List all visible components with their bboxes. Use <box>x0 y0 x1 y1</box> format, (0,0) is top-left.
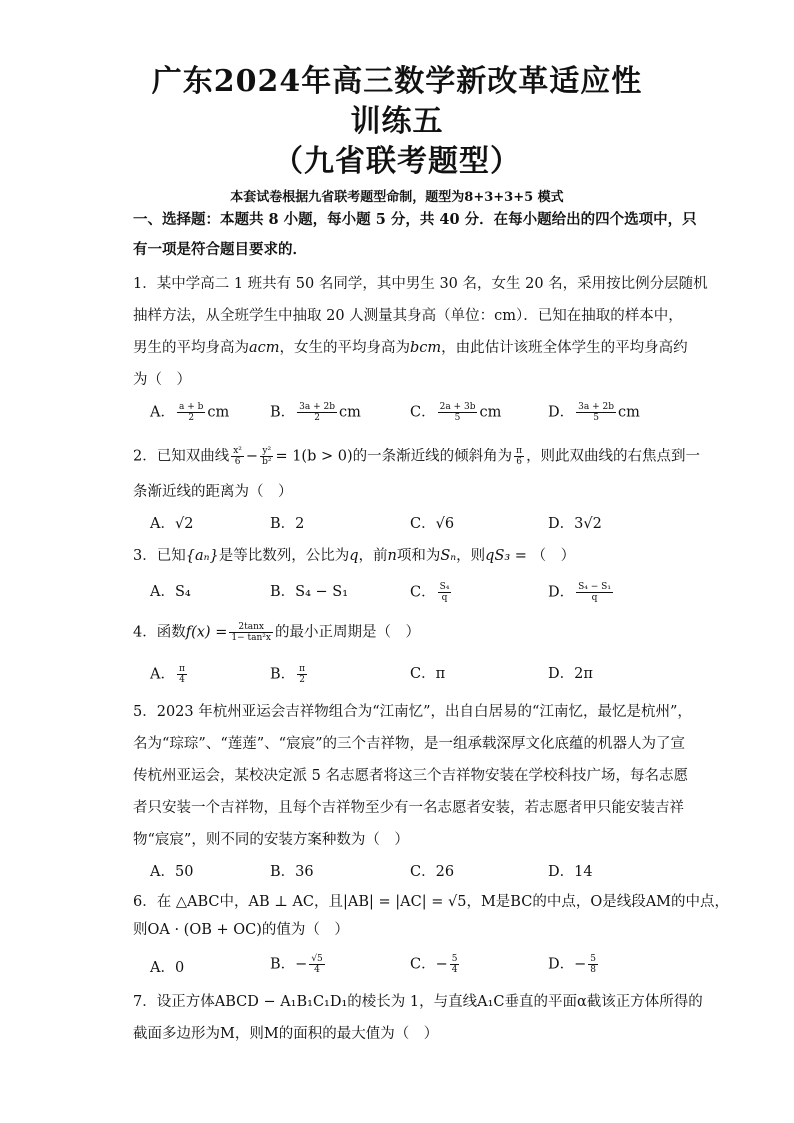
q5-line-1: 5．2023 年杭州亚运会吉祥物组合为“江南忆”，出自白居易的“江南忆，最忆是杭州”， <box>133 704 692 720</box>
subtitle: 本套试卷根据九省联考题型命制，题型为8+3+3+5 模式 <box>230 190 564 205</box>
q3-expr: qS₃ <box>485 548 511 564</box>
fraction <box>177 402 205 423</box>
q6-line-2: 则OA · (OB + OC)的值为（ ） <box>133 922 349 938</box>
numerator: y² <box>260 446 273 457</box>
option-label: D．− <box>548 956 587 973</box>
option-label: A． <box>150 666 175 683</box>
q4-text: 的最小正周期是（ ） <box>274 624 420 641</box>
q3-seq: {aₙ} <box>185 548 219 564</box>
q2-option-c: C．√6 <box>410 516 455 532</box>
option-label: C．− <box>410 956 448 973</box>
q1-option-b <box>270 402 361 423</box>
q4-func: f(x) = <box>185 624 228 641</box>
q2-line-2: 条渐近线的距离为（ ） <box>133 484 293 500</box>
q2-line-1: 2．已知双曲线 $\frac{\text{x²}}{6}$ − $\frac{\text{y²}}{\text{b²}}$ = 1(b > 0)的一条渐近线的倾斜角为 $\frac{\pi}{6}$ ，则此双曲线的右焦点到一 <box>133 446 701 467</box>
option-label: D． <box>548 404 575 421</box>
q3-option-d <box>548 582 615 603</box>
q1-option-c <box>410 402 501 423</box>
q3-line-1 <box>133 546 668 566</box>
denominator: 1− tan²x <box>231 633 271 643</box>
q3-text: 是等比数列，公比为 <box>218 548 350 564</box>
denominator: 6 <box>234 457 241 467</box>
title-line-3: （九省联考题型） <box>273 144 521 179</box>
denominator: 5 <box>593 413 599 423</box>
q4-option-c: C．π <box>410 666 446 682</box>
q1-line-2: 抽样方法，从全班学生中抽取 20 人测量其身高（单位：cm）．已知在抽取的样本中， <box>133 308 683 324</box>
option-label: B．− <box>270 956 308 973</box>
q2-text-a: 2．已知双曲线 <box>133 448 230 465</box>
denominator: q <box>441 593 448 603</box>
denominator: 4 <box>179 675 185 685</box>
q4-line-1 <box>133 622 668 643</box>
unit: cm <box>617 404 640 421</box>
q1-line-1: 1．某中学高二 1 班共有 50 名同学，其中男生 30 名，女生 20 名，采用按比例分层随机 <box>133 276 708 292</box>
numerator: 3a + 2b <box>578 402 614 412</box>
q7-line-2: 截面多边形为M，则M的面积的最大值为（ ） <box>133 1026 439 1042</box>
numerator: π <box>178 664 185 674</box>
numerator: π <box>299 664 306 674</box>
fraction <box>297 664 307 685</box>
q1-line-3 <box>133 338 688 358</box>
q4-option-a <box>150 664 189 685</box>
q1-option-d <box>548 402 640 423</box>
fraction <box>576 402 616 423</box>
option-label: C． <box>410 404 436 421</box>
q4-text: 4．函数 <box>133 624 186 641</box>
option-label: A． <box>150 404 175 421</box>
q2-option-d: D．3√2 <box>548 516 602 532</box>
equation-rhs: = 1(b > 0) <box>275 448 353 465</box>
unit: cm <box>207 404 230 421</box>
fraction-y <box>260 446 273 467</box>
q3-text: ，前 <box>358 548 388 564</box>
denominator: 2 <box>299 675 305 685</box>
denominator: 2 <box>188 413 195 423</box>
q6-line-1: 6．在 △ABC中，AB ⊥ AC，且|AB| = |AC| = √5，M是BC的中点，O是线段AM的中点， <box>133 894 730 910</box>
q5-option-b: B．36 <box>270 864 314 880</box>
q3-option-a: A．S₄ <box>150 584 191 600</box>
q5-line-2: 名为“琮琮”、“莲莲”、“宸宸”的三个吉祥物，是一组承载深厚文化底蕴的机器人为了宣 <box>133 736 685 752</box>
q1-text-a: 男生的平均身高为 <box>133 340 249 356</box>
q1-option-a <box>150 402 229 423</box>
denominator: 5 <box>454 413 461 423</box>
q5-line-4: 者只安装一个吉祥物，且每个吉祥物至少有一名志愿者安装，若志愿者甲只能安装吉祥 <box>133 800 684 816</box>
fraction <box>438 582 452 603</box>
numerator: x² <box>233 446 242 456</box>
q5-option-c: C．26 <box>410 864 455 880</box>
numerator: √5 <box>311 954 323 964</box>
fraction-x <box>231 446 244 467</box>
q7-line-1: 7．设正方体ABCD − A₁B₁C₁D₁的棱长为 1，与直线A₁C垂直的平面α截该正方体所得的 <box>133 994 703 1010</box>
q5-option-a: A．50 <box>150 864 194 880</box>
q3-var-n: n <box>387 548 397 564</box>
numerator: 2tanx <box>229 622 273 633</box>
q3-var-sn: Sₙ <box>440 548 457 564</box>
section1-line-1: 一、选择题：本题共 8 小题，每小题 5 分，共 40 分．在每小题给出的四个选项中，只 <box>133 211 697 228</box>
q1-line-4: 为（ ） <box>133 372 191 388</box>
q4-option-b <box>270 664 309 685</box>
fraction-pi <box>514 446 524 467</box>
denominator: 4 <box>314 965 320 975</box>
q5-line-3: 传杭州亚运会，某校决定派 5 名志愿者将这三个吉祥物安装在学校科技广场，每名志愿 <box>133 768 688 784</box>
denominator: q <box>591 593 598 603</box>
denominator: 4 <box>451 965 458 975</box>
fraction <box>438 402 478 423</box>
numerator: S₄ − S₁ <box>578 582 611 592</box>
denominator: 6 <box>516 457 522 467</box>
unit: cm <box>479 404 502 421</box>
unit: cm <box>339 404 361 421</box>
q1-var-b: bcm <box>410 340 442 356</box>
q5-line-5: 物“宸宸”，则不同的安装方案种数为（ ） <box>133 832 409 848</box>
denominator: b² <box>262 457 272 467</box>
q3-text: ，则 <box>456 548 486 564</box>
title-line-2: 训练五 <box>350 104 444 139</box>
q3-text: 项和为 <box>396 548 441 564</box>
section1-line-2: 有一项是符合题目要求的． <box>133 241 307 258</box>
q6-option-d <box>548 954 600 975</box>
q5-option-d: D．14 <box>548 864 593 880</box>
q2-text-b: 的一条渐近线的倾斜角为 <box>352 448 513 465</box>
title-line-1: 广东2024年高三数学新改革适应性 <box>151 64 643 99</box>
q3-var-q: q <box>349 548 359 564</box>
q1-text-e: ，由此估计该班全体学生的平均身高约 <box>441 340 688 356</box>
numerator: 2a + 3b <box>439 402 476 412</box>
q2-option-a: A．√2 <box>150 516 194 532</box>
q3-option-b: B．S₄ − S₁ <box>270 584 349 600</box>
q2-option-b: B．2 <box>270 516 305 532</box>
q2-text-c: ，则此双曲线的右焦点到一 <box>526 448 701 465</box>
denominator: 8 <box>590 965 597 975</box>
q6-option-a: A．0 <box>150 960 185 976</box>
q3-text: = （ ） <box>510 548 576 564</box>
fraction <box>309 954 324 975</box>
fraction <box>450 954 460 975</box>
q1-var-a: acm <box>249 340 280 356</box>
fraction <box>229 622 273 643</box>
fraction <box>588 954 598 975</box>
option-label: C． <box>410 584 436 601</box>
q3-text: 3．已知 <box>133 548 186 564</box>
q4-option-d: D．2π <box>548 666 593 682</box>
numerator: π <box>516 446 523 456</box>
numerator: 5 <box>451 954 458 964</box>
q6-option-c <box>410 954 461 975</box>
numerator: a + b <box>178 402 204 412</box>
option-label: B． <box>270 404 296 421</box>
option-label: B． <box>270 666 296 683</box>
fraction <box>576 582 613 603</box>
numerator: 5 <box>590 954 597 964</box>
numerator: S₄ <box>439 582 450 592</box>
q1-text-c: ，女生的平均身高为 <box>279 340 411 356</box>
numerator: 3a + 2b <box>299 402 335 412</box>
denominator: 2 <box>314 413 320 423</box>
q6-option-b <box>270 954 327 975</box>
fraction <box>297 402 337 423</box>
fraction <box>177 664 187 685</box>
option-label: D． <box>548 584 575 601</box>
q3-option-c <box>410 582 453 603</box>
